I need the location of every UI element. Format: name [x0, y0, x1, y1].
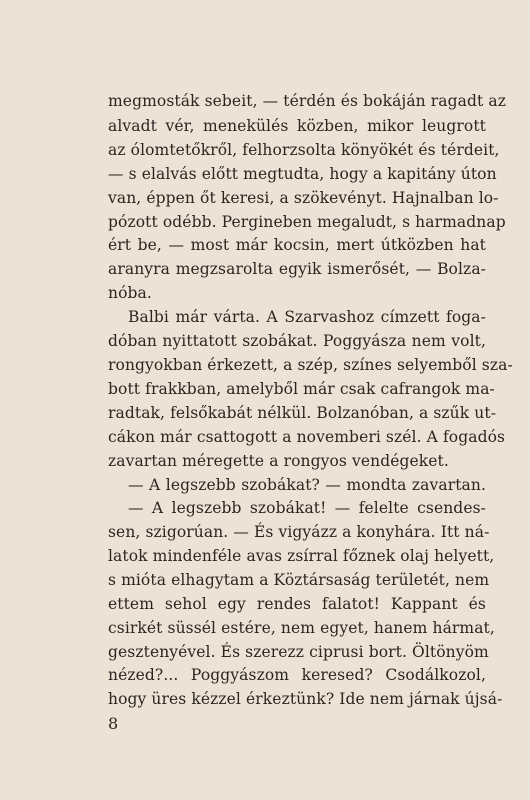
text-line: zavartan méregette a rongyos vendégeket.	[108, 452, 449, 470]
text-line: az ólomtetőkről, felhorzsolta könyökét és térdeit,	[108, 141, 500, 159]
text-line: cákon már csattogott a novemberi szél. A fogadós	[108, 428, 506, 446]
text-line: hogy üres kézzel érkeztünk? Ide nem járnak újsá-	[108, 690, 503, 708]
text-line: rongyokban érkezett, a szép, színes selyemből sza-	[108, 356, 513, 374]
text-line: nézed?... Poggyászom keresed? Csodálkozol,	[108, 666, 486, 684]
text-line: van, éppen őt keresi, a szökevényt. Hajnalban lo-	[108, 189, 499, 207]
text-line: ettem sehol egy rendes falatot! Kappant és	[108, 595, 486, 613]
text-line: radtak, felsőkabát nélkül. Bolzanóban, a szűk ut-	[108, 404, 497, 422]
page-number: 8	[108, 714, 119, 733]
text-line: — A legszebb szobákat! — felelte csendes-	[128, 499, 486, 517]
text-line: s mióta elhagytam a Köztársaság területét, nem	[108, 571, 490, 589]
text-line: aranyra megzsarolta egyik ismerősét, — Bolza-	[108, 260, 486, 278]
text-line: — A legszebb szobákat? — mondta zavartan.	[128, 476, 486, 494]
text-line: ért be, — most már kocsin, mert útközben hat	[108, 236, 486, 254]
text-line: alvadt vér, menekülés közben, mikor leugrott	[108, 117, 486, 135]
text-line: gesztenyével. És szerezz ciprusi bort. Öltönyöm	[108, 643, 489, 661]
text-line: latok mindenféle avas zsírral főznek olaj helyett,	[108, 547, 495, 565]
text-line: csirkét süssél estére, nem egyet, hanem hármat,	[108, 619, 495, 637]
text-line: sen, szigorúan. — És vigyázz a konyhára. Itt ná-	[108, 523, 490, 541]
text-line: megmosták sebeit, — térdén és bokáján ragadt az	[108, 92, 506, 110]
text-line: nóba.	[108, 284, 152, 302]
text-line: Balbi már várta. A Szarvashoz címzett foga-	[128, 308, 486, 326]
text-line: bott frakkban, amelyből már csak cafrangok ma-	[108, 380, 495, 398]
text-line: — s elalvás előtt megtudta, hogy a kapitány úton	[108, 165, 497, 183]
text-line: dóban nyittatott szobákat. Poggyásza nem volt,	[108, 332, 486, 350]
text-line: pózott odébb. Pergineben megaludt, s harmadnap	[108, 213, 506, 231]
